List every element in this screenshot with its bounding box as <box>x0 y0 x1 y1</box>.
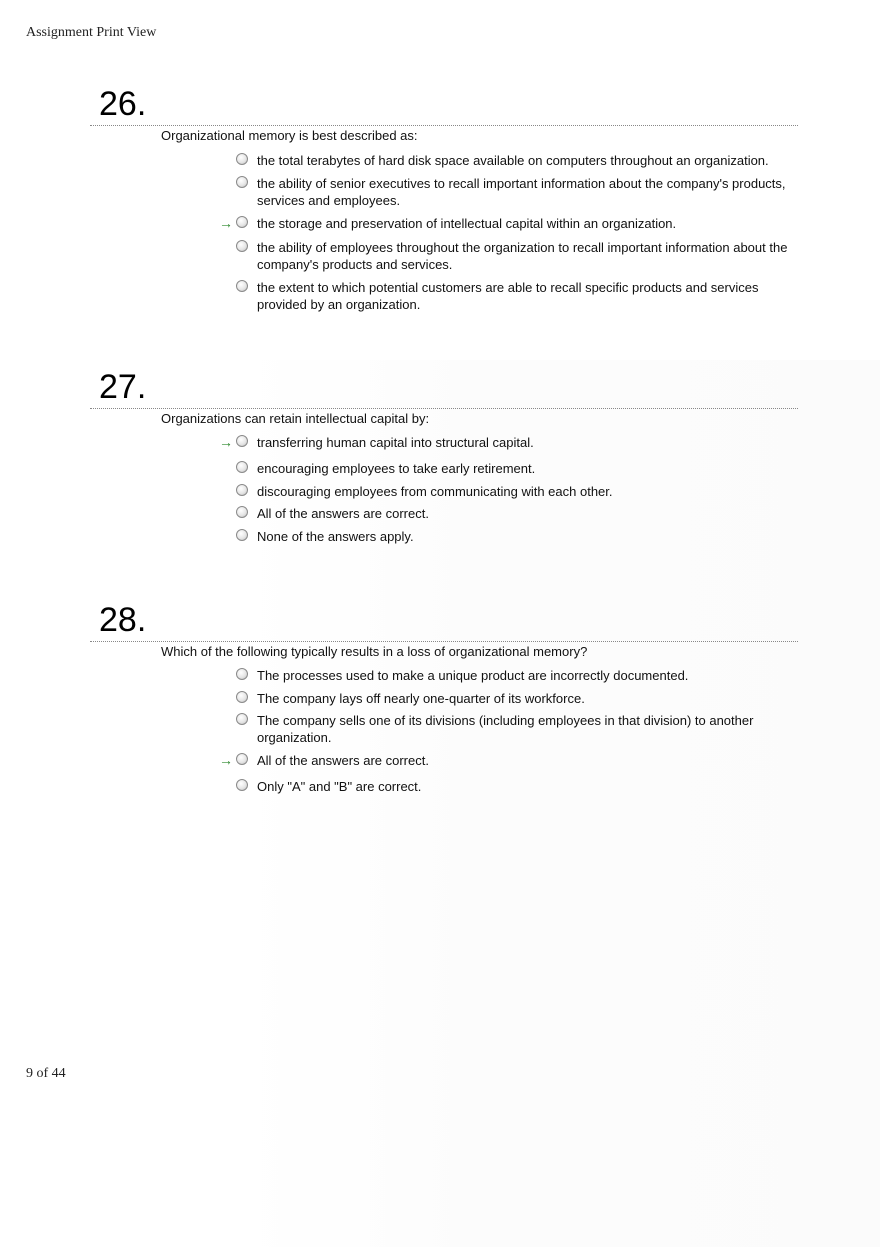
radio-button-icon[interactable] <box>236 691 248 703</box>
radio-button-icon[interactable] <box>236 484 248 496</box>
page-footer-number: 9 of 44 <box>26 1066 66 1081</box>
correct-answer-arrow-icon: → <box>219 434 233 450</box>
option-text: the ability of employees throughout the organization to recall important information about the company's products and services. <box>257 240 788 272</box>
option-text: The processes used to make a unique product are incorrectly documented. <box>257 668 689 683</box>
radio-button-icon[interactable] <box>236 216 248 228</box>
radio-button-icon[interactable] <box>236 461 248 473</box>
option-text: the ability of senior executives to recall important information about the company's products, services and employees. <box>257 176 786 208</box>
radio-button-icon[interactable] <box>236 506 248 518</box>
option-text: the storage and preservation of intellectual capital within an organization. <box>257 216 677 231</box>
question-number: 26. <box>99 85 147 123</box>
correct-answer-arrow-icon: → <box>219 215 233 231</box>
option-text: discouraging employees from communicating with each other. <box>257 484 613 499</box>
radio-button-icon[interactable] <box>236 753 248 765</box>
option-text: All of the answers are correct. <box>257 506 429 521</box>
radio-button-icon[interactable] <box>236 713 248 725</box>
option-text: transferring human capital into structural capital. <box>257 435 534 450</box>
option-text: Only "A" and "B" are correct. <box>257 779 422 794</box>
question-number: 28. <box>99 601 147 639</box>
radio-button-icon[interactable] <box>236 153 248 165</box>
correct-answer-arrow-icon: → <box>219 752 233 768</box>
radio-button-icon[interactable] <box>236 668 248 680</box>
radio-button-icon[interactable] <box>236 435 248 447</box>
radio-button-icon[interactable] <box>236 529 248 541</box>
option-text: The company sells one of its divisions (including employees in that division) to another organization. <box>257 713 754 745</box>
question-number: 27. <box>99 368 147 406</box>
question-prompt: Which of the following typically results in a loss of organizational memory? <box>161 644 588 659</box>
page-header-title: Assignment Print View <box>26 25 157 40</box>
radio-button-icon[interactable] <box>236 779 248 791</box>
option-text: All of the answers are correct. <box>257 753 429 768</box>
option-text: the total terabytes of hard disk space available on computers throughout an organization. <box>257 153 769 168</box>
question-prompt: Organizational memory is best described as: <box>161 128 418 143</box>
radio-button-icon[interactable] <box>236 240 248 252</box>
option-text: None of the answers apply. <box>257 529 414 544</box>
question-divider <box>90 408 798 409</box>
radio-button-icon[interactable] <box>236 280 248 292</box>
question-divider <box>90 641 798 642</box>
question-divider <box>90 125 798 126</box>
radio-button-icon[interactable] <box>236 176 248 188</box>
option-text: the extent to which potential customers are able to recall specific products and services provided by an organization. <box>257 280 759 312</box>
option-text: encouraging employees to take early retirement. <box>257 461 536 476</box>
question-prompt: Organizations can retain intellectual capital by: <box>161 411 430 426</box>
option-text: The company lays off nearly one-quarter of its workforce. <box>257 691 585 706</box>
